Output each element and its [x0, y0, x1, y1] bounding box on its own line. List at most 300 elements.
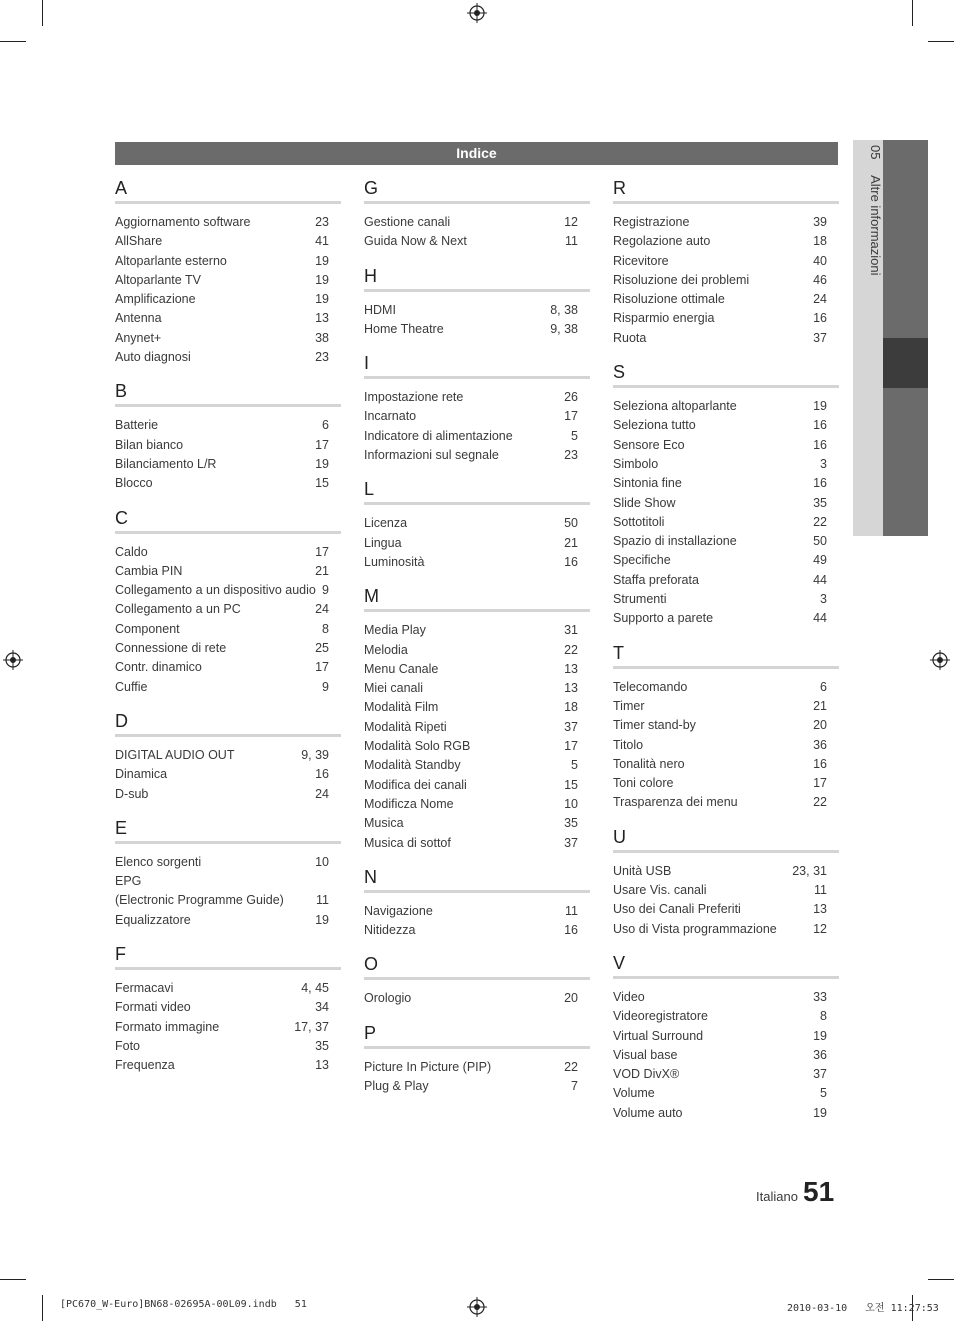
index-entry — [364, 213, 590, 232]
entry-page: 18 — [813, 234, 827, 249]
entry-page: 19 — [315, 253, 329, 268]
entry-term: Home Theatre — [364, 321, 444, 336]
entry-page: 13 — [315, 1058, 329, 1073]
entry-term: Batterie — [115, 418, 159, 433]
entry-page: 37 — [564, 719, 578, 734]
entry-page: 9, 38 — [550, 321, 578, 336]
entry-term: Contr. dinamico — [115, 660, 202, 675]
index-entry — [115, 562, 341, 581]
section-letter: V — [613, 951, 839, 979]
entry-term: Menu Canale — [364, 661, 439, 676]
entry-term: Supporto a parete — [613, 611, 714, 626]
entry-term: Fermacavi — [115, 981, 174, 996]
entry-term: AllShare — [115, 234, 163, 249]
index-entry — [115, 785, 341, 804]
entry-term: Bilanciamento L/R — [115, 456, 217, 471]
entry-term: Video — [613, 989, 645, 1004]
index-entry — [613, 329, 839, 348]
entry-page: 16 — [813, 437, 827, 452]
page-title: Indice — [115, 142, 838, 165]
index-entry — [115, 581, 341, 600]
index-entry — [115, 678, 341, 697]
footer-language: Italiano — [756, 1189, 798, 1204]
entry-page: 17 — [315, 437, 329, 452]
entry-page: 17 — [564, 739, 578, 754]
entry-term: Visual base — [613, 1047, 678, 1062]
index-entry — [364, 756, 590, 775]
index-entry — [613, 309, 839, 328]
index-entry — [364, 814, 590, 833]
index-entry — [613, 513, 839, 532]
entry-page: 22 — [564, 1059, 578, 1074]
entry-term: Informazioni sul segnale — [364, 448, 499, 463]
index-column-1 — [115, 176, 341, 1088]
entry-page: 17 — [315, 544, 329, 559]
index-entry — [613, 900, 839, 919]
index-entry — [613, 716, 839, 735]
chapter-title: Altre informazioni — [868, 175, 883, 276]
entry-page: 41 — [315, 234, 329, 249]
entry-term: DIGITAL AUDIO OUT — [115, 747, 235, 762]
index-entry — [115, 911, 341, 930]
entry-term: Orologio — [364, 991, 412, 1006]
index-section — [115, 709, 341, 804]
entry-term: Blocco — [115, 476, 153, 491]
index-section — [115, 176, 341, 367]
entry-page: 44 — [813, 611, 827, 626]
index-entry — [364, 660, 590, 679]
index-entry — [613, 455, 839, 474]
index-entry — [115, 309, 341, 328]
crop-mark — [928, 41, 954, 42]
crop-mark — [912, 0, 913, 26]
index-entry — [613, 1046, 839, 1065]
index-entry — [115, 455, 341, 474]
entry-page: 24 — [315, 602, 329, 617]
entry-page: 50 — [564, 516, 578, 531]
index-entry — [115, 252, 341, 271]
entry-term: Licenza — [364, 516, 408, 531]
entry-term: EPG — [115, 874, 142, 889]
entry-term: Plug & Play — [364, 1079, 429, 1094]
entry-page: 21 — [813, 698, 827, 713]
index-entry — [613, 1065, 839, 1084]
index-entry — [613, 271, 839, 290]
index-entry — [613, 232, 839, 251]
entry-page: 18 — [564, 700, 578, 715]
entry-term: Antenna — [115, 311, 162, 326]
index-entry — [613, 881, 839, 900]
entry-page: 24 — [813, 292, 827, 307]
entry-page: 23, 31 — [792, 863, 827, 878]
entry-term: Modalità Solo RGB — [364, 739, 471, 754]
entry-page: 36 — [813, 1047, 827, 1062]
index-entry — [115, 232, 341, 251]
index-entry — [364, 1058, 590, 1077]
index-entry — [613, 474, 839, 493]
entry-term: Impostazione rete — [364, 390, 464, 405]
index-section — [364, 952, 590, 1008]
entry-term: Modifica dei canali — [364, 777, 467, 792]
section-letter: E — [115, 816, 341, 844]
entry-page: 39 — [813, 215, 827, 229]
index-entry — [115, 853, 341, 872]
entry-page: 38 — [315, 330, 329, 345]
index-entry — [364, 232, 590, 251]
entry-term: Media Play — [364, 623, 426, 638]
entry-page: 49 — [813, 553, 827, 568]
index-entry — [115, 436, 341, 455]
chapter-number: 05 — [868, 145, 883, 160]
index-entry — [613, 678, 839, 697]
entry-term: Timer — [613, 698, 645, 713]
entry-page: 15 — [564, 777, 578, 792]
entry-page: 35 — [813, 495, 827, 510]
entry-term: Strumenti — [613, 592, 667, 607]
entry-page: 4, 45 — [301, 981, 329, 996]
index-entry — [613, 920, 839, 939]
entry-page: 16 — [813, 311, 827, 326]
index-entry — [613, 755, 839, 774]
entry-term: (Electronic Programme Guide) — [115, 893, 284, 908]
index-entry — [115, 1037, 341, 1056]
index-entry — [364, 621, 590, 640]
entry-term: Bilan bianco — [115, 437, 184, 452]
section-letter: M — [364, 584, 590, 612]
index-entry — [613, 252, 839, 271]
section-letter: B — [115, 379, 341, 407]
entry-term: Frequenza — [115, 1058, 175, 1073]
index-entry — [364, 834, 590, 853]
entry-term: Musica di sottof — [364, 835, 451, 850]
entry-term: Cambia PIN — [115, 563, 183, 578]
entry-page: 10 — [564, 796, 578, 811]
entry-term: Virtual Surround — [613, 1028, 704, 1043]
entry-term: Toni colore — [613, 776, 674, 791]
entry-term: Sottotitoli — [613, 514, 665, 529]
entry-term: Anynet+ — [115, 330, 162, 345]
index-section — [613, 176, 839, 348]
entry-term: Uso di Vista programmazione — [613, 921, 777, 936]
page-number: 51 — [803, 1176, 835, 1207]
entry-page: 19 — [813, 1028, 827, 1043]
index-section — [115, 379, 341, 493]
index-section — [364, 351, 590, 465]
index-column-2 — [364, 176, 590, 1108]
entry-term: Musica — [364, 816, 404, 831]
entry-term: Luminosità — [364, 554, 425, 569]
entry-term: Uso dei Canali Preferiti — [613, 902, 741, 917]
entry-term: Collegamento a un PC — [115, 602, 241, 617]
entry-page: 16 — [813, 476, 827, 491]
section-letter: F — [115, 942, 341, 970]
entry-term: Trasparenza dei menu — [613, 795, 738, 810]
entry-term: Volume — [613, 1086, 655, 1101]
index-entry — [115, 290, 341, 309]
entry-page: 6 — [322, 418, 329, 433]
index-entry — [115, 979, 341, 998]
entry-term: Formato immagine — [115, 1019, 220, 1034]
index-entry — [115, 543, 341, 562]
section-letter: G — [364, 176, 590, 204]
index-entry — [364, 427, 590, 446]
entry-page: 16 — [564, 554, 578, 569]
index-entry — [364, 679, 590, 698]
entry-term: Auto diagnosi — [115, 350, 191, 365]
index-entry — [613, 1084, 839, 1103]
entry-page: 5 — [820, 1086, 827, 1101]
entry-term: Amplificazione — [115, 292, 196, 307]
entry-term: Specifiche — [613, 553, 671, 568]
entry-term: Picture In Picture (PIP) — [364, 1059, 492, 1074]
entry-page: 11 — [565, 903, 578, 918]
entry-term: Spazio di installazione — [613, 534, 737, 549]
entry-term: Seleziona tutto — [613, 418, 696, 433]
index-entry — [613, 494, 839, 513]
section-letter: C — [115, 506, 341, 534]
entry-page: 46 — [813, 272, 827, 287]
index-entry — [613, 862, 839, 881]
entry-term: Incarnato — [364, 409, 417, 424]
index-entry — [364, 795, 590, 814]
section-letter: O — [364, 952, 590, 980]
section-letter: S — [613, 360, 839, 388]
index-entry — [613, 697, 839, 716]
index-entry — [364, 446, 590, 465]
index-entry — [364, 989, 590, 1008]
entry-term: Elenco sorgenti — [115, 854, 202, 869]
index-entry — [613, 397, 839, 416]
index-entry — [115, 658, 341, 677]
chapter-tab-marker — [883, 338, 928, 388]
entry-page: 31 — [564, 623, 578, 638]
index-section — [364, 865, 590, 941]
index-section — [613, 825, 839, 939]
entry-page: 23 — [315, 215, 329, 229]
index-section — [364, 176, 590, 252]
index-entry — [613, 1104, 839, 1123]
registration-mark-icon — [3, 650, 23, 670]
index-entry — [613, 532, 839, 551]
entry-page: 6 — [820, 679, 827, 694]
section-letter: I — [364, 351, 590, 379]
entry-term: Altoparlante TV — [115, 272, 201, 287]
entry-term: Foto — [115, 1038, 141, 1053]
entry-term: Tonalità nero — [613, 756, 685, 771]
entry-page: 11 — [814, 883, 827, 898]
entry-term: Modalità Ripeti — [364, 719, 447, 734]
index-entry — [115, 271, 341, 290]
index-column-3 — [613, 176, 839, 1135]
index-entry — [115, 746, 341, 765]
index-entry — [613, 416, 839, 435]
entry-page: 12 — [813, 921, 827, 936]
index-entry — [613, 1027, 839, 1046]
entry-page: 13 — [564, 681, 578, 696]
section-letter: P — [364, 1021, 590, 1049]
index-entry — [364, 320, 590, 339]
index-section — [115, 816, 341, 930]
entry-page: 17, 37 — [294, 1019, 329, 1034]
entry-page: 17 — [813, 776, 827, 791]
entry-term: Ruota — [613, 330, 647, 345]
entry-term: Ricevitore — [613, 253, 669, 268]
entry-term: Aggiornamento software — [115, 215, 251, 229]
index-entry — [613, 988, 839, 1007]
entry-page: 10 — [315, 854, 329, 869]
entry-term: Unità USB — [613, 863, 672, 878]
entry-term: Risparmio energia — [613, 311, 715, 326]
entry-page: 19 — [813, 399, 827, 414]
entry-page: 8, 38 — [550, 302, 578, 317]
index-entry — [613, 590, 839, 609]
entry-term: Modificza Nome — [364, 796, 454, 811]
index-section — [364, 264, 590, 340]
entry-term: Volume auto — [613, 1105, 683, 1120]
entry-term: Component — [115, 621, 180, 636]
entry-page: 3 — [820, 456, 827, 471]
index-entry — [613, 736, 839, 755]
entry-page: 19 — [813, 1105, 827, 1120]
entry-page — [323, 872, 329, 891]
entry-term: Regolazione auto — [613, 234, 711, 249]
entry-page: 5 — [571, 428, 578, 443]
entry-term: VOD DivX® — [613, 1067, 680, 1082]
entry-page: 37 — [813, 330, 827, 345]
entry-term: D-sub — [115, 786, 149, 801]
entry-page: 35 — [564, 816, 578, 831]
section-letter: A — [115, 176, 341, 204]
index-entry — [115, 872, 341, 891]
entry-page: 11 — [316, 893, 329, 908]
entry-term: Nitidezza — [364, 923, 416, 938]
index-entry — [364, 553, 590, 572]
entry-term: Risoluzione dei problemi — [613, 272, 750, 287]
crop-mark — [42, 1295, 43, 1321]
entry-page: 35 — [315, 1038, 329, 1053]
entry-term: Videoregistratore — [613, 1009, 708, 1024]
entry-term: Slide Show — [613, 495, 676, 510]
entry-term: Indicatore di alimentazione — [364, 428, 513, 443]
entry-term: Registrazione — [613, 215, 690, 229]
index-entry — [364, 776, 590, 795]
entry-page: 40 — [813, 253, 827, 268]
entry-term: Cuffie — [115, 679, 148, 694]
entry-page: 44 — [813, 572, 827, 587]
index-entry — [364, 902, 590, 921]
entry-term: Gestione canali — [364, 215, 451, 229]
entry-page: 26 — [564, 390, 578, 405]
index-entry — [364, 388, 590, 407]
entry-term: HDMI — [364, 302, 396, 317]
index-entry — [364, 737, 590, 756]
entry-page: 21 — [315, 563, 329, 578]
entry-term: Simbolo — [613, 456, 659, 471]
entry-page: 5 — [571, 758, 578, 773]
index-section — [364, 584, 590, 853]
index-entry — [115, 620, 341, 639]
entry-term: Lingua — [364, 535, 402, 550]
entry-page: 24 — [315, 786, 329, 801]
index-entry — [115, 998, 341, 1017]
index-entry — [364, 641, 590, 660]
entry-page: 37 — [564, 835, 578, 850]
entry-term: Caldo — [115, 544, 148, 559]
section-letter: H — [364, 264, 590, 292]
index-entry — [613, 609, 839, 628]
print-slug-timestamp: 2010-03-10 오전 11:27:53 — [787, 1303, 939, 1314]
section-letter: D — [115, 709, 341, 737]
index-entry — [115, 765, 341, 784]
index-entry — [115, 891, 341, 910]
entry-page: 13 — [315, 311, 329, 326]
entry-page: 20 — [564, 991, 578, 1006]
index-section — [613, 951, 839, 1123]
index-entry — [364, 301, 590, 320]
index-section — [115, 506, 341, 697]
entry-page: 37 — [813, 1067, 827, 1082]
entry-page: 16 — [564, 923, 578, 938]
crop-mark — [42, 0, 43, 26]
entry-page: 21 — [564, 535, 578, 550]
chapter-label — [868, 145, 883, 276]
section-letter: T — [613, 641, 839, 669]
index-entry — [613, 1007, 839, 1026]
entry-page: 13 — [564, 661, 578, 676]
index-section — [115, 942, 341, 1075]
entry-term: Staffa preforata — [613, 572, 699, 587]
entry-page: 16 — [813, 756, 827, 771]
registration-mark-icon — [930, 650, 950, 670]
entry-page: 34 — [315, 1000, 329, 1015]
entry-page: 22 — [813, 795, 827, 810]
section-letter: U — [613, 825, 839, 853]
entry-page: 22 — [813, 514, 827, 529]
index-section — [364, 477, 590, 572]
entry-page: 19 — [315, 456, 329, 471]
index-entry — [613, 290, 839, 309]
entry-term: Altoparlante esterno — [115, 253, 227, 268]
entry-term: Sensore Eco — [613, 437, 685, 452]
index-entry — [364, 407, 590, 426]
entry-term: Modalità Film — [364, 700, 439, 715]
index-entry — [613, 213, 839, 232]
index-entry — [613, 774, 839, 793]
entry-term: Modalità Standby — [364, 758, 461, 773]
index-section — [364, 1021, 590, 1097]
index-entry — [364, 534, 590, 553]
entry-term: Telecomando — [613, 679, 688, 694]
entry-page: 23 — [315, 350, 329, 365]
registration-mark-icon — [467, 1297, 487, 1317]
index-section — [613, 641, 839, 813]
entry-page: 15 — [315, 476, 329, 491]
entry-term: Titolo — [613, 737, 644, 752]
index-entry — [115, 329, 341, 348]
entry-page: 9 — [322, 679, 329, 694]
entry-term: Miei canali — [364, 681, 424, 696]
entry-page: 20 — [813, 718, 827, 733]
index-entry — [115, 416, 341, 435]
entry-page: 16 — [813, 418, 827, 433]
crop-mark — [0, 41, 26, 42]
entry-page: 3 — [820, 592, 827, 607]
section-letter: L — [364, 477, 590, 505]
entry-page: 25 — [315, 641, 329, 656]
index-entry — [115, 474, 341, 493]
entry-term: Collegamento a un dispositivo audio — [115, 583, 316, 598]
entry-page: 7 — [571, 1079, 578, 1094]
